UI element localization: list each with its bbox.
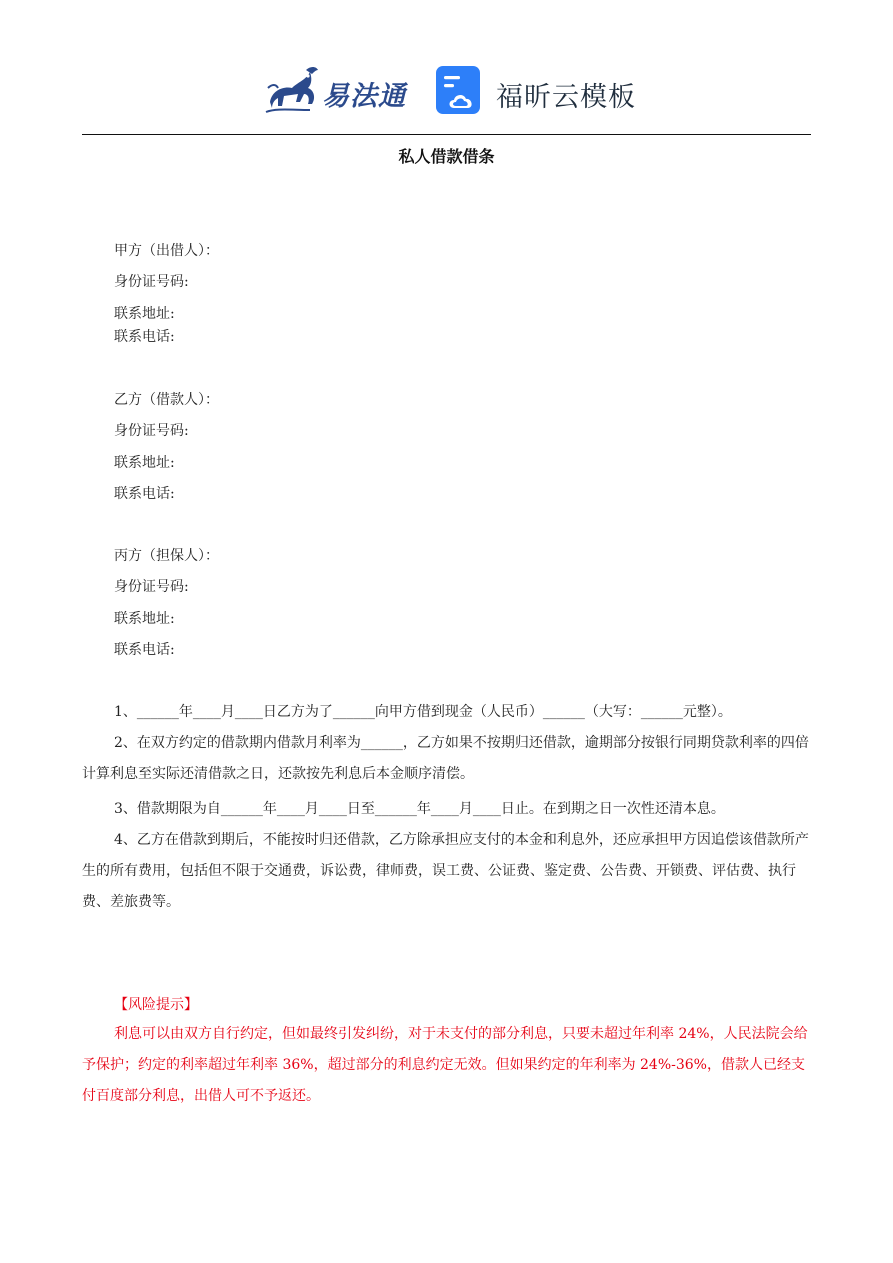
qilin-mascot-icon — [262, 62, 322, 118]
party-b-id-field: 身份证号码: — [114, 423, 189, 439]
foxit-cloud-template-logo — [434, 64, 634, 120]
clause-3: 3、借款期限为自______年____月____日至______年____月____日止。在到期之日一次性还清本息。 — [114, 801, 725, 817]
party-c-address-field: 联系地址: — [114, 611, 175, 627]
clause-4: 4、乙方在借款到期后，不能按时归还借款，乙方除承担应支付的本金和利息外，还应承担甲方因追偿该借款所产生的所有费用，包括但不限于交通费，诉讼费，律师费，误工费、公证费、鉴定费、公告费、开锁费、评估费、执行费、差旅费等。 — [82, 832, 809, 910]
party-c-phone-field: 联系电话: — [114, 642, 175, 658]
clause-2: 2、在双方约定的借款期内借款月利率为______，乙方如果不按期归还借款，逾期部分按银行同期贷款利率的四倍计算利息至实际还清借款之日，还款按先利息后本金顺序清偿。 — [82, 735, 809, 782]
risk-notice-title: 【风险提示】 — [114, 997, 198, 1013]
yifatong-logo-text: 易法通 — [322, 81, 406, 112]
party-b-label: 乙方（借款人）： — [114, 392, 219, 408]
page-header — [0, 58, 893, 122]
party-b-address-field: 联系地址: — [114, 455, 175, 471]
party-b-phone-field: 联系电话: — [114, 486, 175, 502]
party-a-label: 甲方（出借人）： — [114, 243, 219, 259]
header-divider — [82, 134, 811, 135]
document-title: 私人借款借条 — [398, 147, 495, 166]
party-c-id-field: 身份证号码: — [114, 579, 189, 595]
foxit-cloud-template-text: 福昕云模板 — [496, 82, 636, 113]
party-a-phone-field: 联系电话: — [114, 329, 175, 345]
clause-1: 1、______年____月____日乙方为了______向甲方借到现金（人民币）______（大写：______元整）。 — [114, 704, 732, 720]
party-a-address-field: 联系地址: — [114, 306, 175, 322]
cloud-document-icon — [434, 64, 484, 116]
party-a-id-field: 身份证号码: — [114, 274, 189, 290]
risk-notice-body: 利息可以由双方自行约定，但如最终引发纠纷，对于未支付的部分利息，只要未超过年利率 24%，人民法院会给予保护；约定的利率超过年利率 36%，超过部分的利息约定无效。但如果约定的年利率为 24%-36%，借款人已经支付百度部分利息，出借人可不予返还。 — [82, 1026, 808, 1104]
party-c-label: 丙方（担保人）： — [114, 548, 219, 564]
yifatong-logo — [262, 62, 412, 118]
